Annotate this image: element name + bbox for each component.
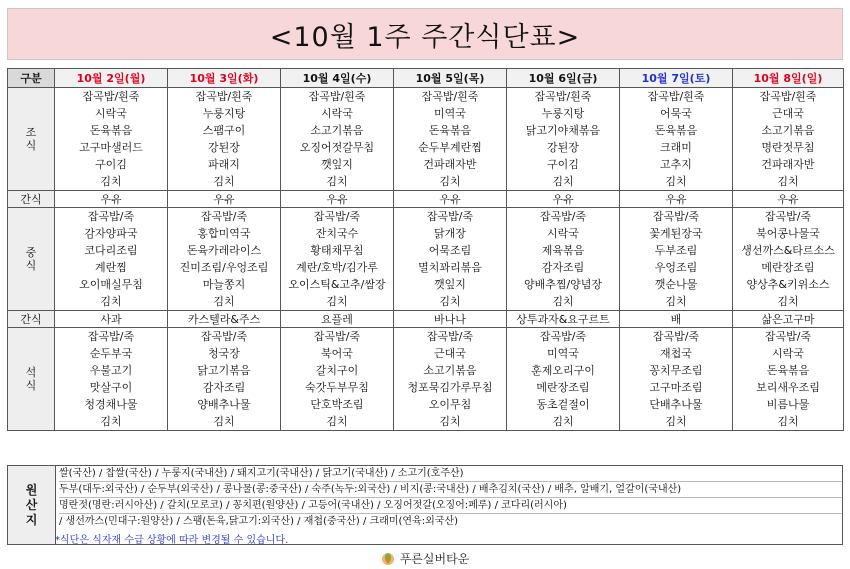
menu-item: 소고기볶음: [394, 362, 507, 379]
snack-item: 배: [620, 311, 733, 328]
menu-item: 청국장: [168, 345, 281, 362]
menu-item: 잡곡밥/흰죽: [620, 88, 733, 106]
menu-item: 김치: [733, 293, 844, 311]
menu-item: 훈제오리구이: [507, 362, 620, 379]
menu-item: 감자조림: [168, 379, 281, 396]
menu-item: 감자조림: [507, 259, 620, 276]
menu-item: 메란장조림: [733, 259, 844, 276]
snack-item: 우유: [733, 191, 844, 208]
origin-line: 명란젓(명란:러시아산) / 갈치(모로코) / 꽁치편(원양산) / 고등어(국내산) / 오징어젓갈(오징어:페루) / 코다리(러시아): [59, 498, 842, 514]
menu-item: 깻잎지: [281, 156, 394, 173]
menu-item: 김치: [507, 413, 620, 431]
menu-item: 단호박조림: [281, 396, 394, 413]
menu-item: 김치: [394, 293, 507, 311]
menu-item: 소고기볶음: [281, 122, 394, 139]
menu-item: 오이스틱&고추/쌈장: [281, 276, 394, 293]
snack-item: 바나나: [394, 311, 507, 328]
menu-item: 시락국: [55, 105, 168, 122]
menu-item: 잡곡밥/흰죽: [394, 88, 507, 106]
menu-item: 건파래자반: [733, 156, 844, 173]
menu-item: 고구마샐러드: [55, 139, 168, 156]
menu-item: 돈육카레라이스: [168, 242, 281, 259]
menu-item: 누룽지탕: [507, 105, 620, 122]
menu-item: 코다리조림: [55, 242, 168, 259]
snack-label: 간식: [8, 311, 55, 328]
header-day: 10월 6일(금): [507, 69, 620, 88]
menu-item: 잡곡밥/죽: [394, 208, 507, 226]
menu-item: 돈육볶음: [620, 122, 733, 139]
menu-item: 잡곡밥/흰죽: [281, 88, 394, 106]
menu-item: 강된장: [507, 139, 620, 156]
menu-item: 미역국: [507, 345, 620, 362]
menu-item: 미역국: [394, 105, 507, 122]
menu-item: 계란찜: [55, 259, 168, 276]
menu-item: 잡곡밥/흰죽: [168, 88, 281, 106]
menu-item: 김치: [281, 173, 394, 191]
menu-item: 김치: [733, 413, 844, 431]
menu-item: 닭고기볶음: [168, 362, 281, 379]
menu-item: 김치: [733, 173, 844, 191]
menu-item: 잡곡밥/죽: [733, 328, 844, 346]
menu-item: 잡곡밥/흰죽: [507, 88, 620, 106]
menu-item: 마늘쫑지: [168, 276, 281, 293]
menu-item: 단배추나물: [620, 396, 733, 413]
snack-item: 사과: [55, 311, 168, 328]
menu-item: 잡곡밥/죽: [507, 328, 620, 346]
menu-item: 건파래자반: [394, 156, 507, 173]
menu-item: 양상추&키위소스: [733, 276, 844, 293]
menu-item: 잡곡밥/죽: [55, 328, 168, 346]
page-title: <10월 1주 주간식단표>: [269, 21, 581, 53]
menu-item: 북어콩나물국: [733, 225, 844, 242]
notice-text: *식단은 식자재 수급 상황에 따라 변경될 수 있습니다.: [55, 535, 289, 546]
snack-item: 카스텔라&주스: [168, 311, 281, 328]
menu-item: 잡곡밥/죽: [168, 208, 281, 226]
menu-item: 잡곡밥/죽: [620, 208, 733, 226]
menu-item: 김치: [168, 293, 281, 311]
header-day: 10월 2일(월): [55, 69, 168, 88]
menu-item: 황태채무침: [281, 242, 394, 259]
header-day: 10월 3일(화): [168, 69, 281, 88]
menu-item: 오징어젓갈무침: [281, 139, 394, 156]
menu-item: 숙갓두부무침: [281, 379, 394, 396]
menu-item: 닭고기야채볶음: [507, 122, 620, 139]
menu-item: 김치: [55, 413, 168, 431]
menu-item: 김치: [55, 293, 168, 311]
menu-item: 비름나물: [733, 396, 844, 413]
title-bar: [7, 8, 843, 60]
brand-name: 푸른실버타운: [399, 551, 470, 566]
dinner-label: 석 식: [8, 328, 55, 431]
menu-item: 순두부계란찜: [394, 139, 507, 156]
menu-table: [7, 68, 844, 431]
menu-item: 김치: [394, 413, 507, 431]
origin-line: / 생선까스(민대구:원양산) / 스팸(돈육,닭고기:외국산) / 재첩(중국산) / 크래미(연육:외국산): [59, 516, 459, 527]
menu-item: 잡곡밥/죽: [733, 208, 844, 226]
menu-item: 감자양파국: [55, 225, 168, 242]
menu-item: 메란장조림: [507, 379, 620, 396]
snack-label: 간식: [8, 191, 55, 208]
menu-item: 청경채나물: [55, 396, 168, 413]
footer: [0, 549, 850, 567]
menu-item: 김치: [620, 173, 733, 191]
menu-item: 김치: [168, 413, 281, 431]
menu-item: 명란젓무침: [733, 139, 844, 156]
snack-item: 삶은고구마: [733, 311, 844, 328]
menu-item: 재첩국: [620, 345, 733, 362]
menu-item: 닭개장: [394, 225, 507, 242]
menu-item: 깻순나물: [620, 276, 733, 293]
menu-item: 양배추찜/양념장: [507, 276, 620, 293]
menu-item: 잡곡밥/죽: [394, 328, 507, 346]
menu-item: 오이무침: [394, 396, 507, 413]
menu-item: 잡곡밥/죽: [55, 208, 168, 226]
menu-item: 오이매실무침: [55, 276, 168, 293]
menu-item: 생선까스&타르소스: [733, 242, 844, 259]
menu-item: 김치: [620, 413, 733, 431]
menu-item: 어묵국: [620, 105, 733, 122]
menu-item: 우엉조림: [620, 259, 733, 276]
snack-item: 우유: [55, 191, 168, 208]
menu-item: 깻잎지: [394, 276, 507, 293]
menu-item: 김치: [168, 173, 281, 191]
menu-item: 크래미: [620, 139, 733, 156]
menu-item: 시락국: [733, 345, 844, 362]
menu-item: 스팸구이: [168, 122, 281, 139]
header-day: 10월 4일(수): [281, 69, 394, 88]
header-day: 10월 7일(토): [620, 69, 733, 88]
menu-item: 누룽지탕: [168, 105, 281, 122]
menu-item: 두부조림: [620, 242, 733, 259]
lunch-label: 중 식: [8, 208, 55, 311]
menu-item: 구이김: [55, 156, 168, 173]
menu-item: 돈육볶음: [733, 362, 844, 379]
header-gubun: 구분: [8, 69, 55, 88]
menu-item: 계란/호박/김가루: [281, 259, 394, 276]
menu-item: 근대국: [394, 345, 507, 362]
menu-item: 진미조림/우엉조림: [168, 259, 281, 276]
menu-item: 양배추나물: [168, 396, 281, 413]
menu-item: 김치: [281, 413, 394, 431]
menu-item: 김치: [55, 173, 168, 191]
menu-item: 돈육볶음: [394, 122, 507, 139]
menu-item: 맛살구이: [55, 379, 168, 396]
menu-item: 보리새우조림: [733, 379, 844, 396]
menu-item: 꽃게된장국: [620, 225, 733, 242]
snack-item: 상투과자&요구르트: [507, 311, 620, 328]
breakfast-label: 조 식: [8, 88, 55, 191]
menu-item: 어묵조림: [394, 242, 507, 259]
menu-item: 잡곡밥/죽: [168, 328, 281, 346]
snack-item: 우유: [620, 191, 733, 208]
menu-item: 잡곡밥/흰죽: [55, 88, 168, 106]
menu-item: 김치: [507, 293, 620, 311]
menu-item: 꽁치무조림: [620, 362, 733, 379]
menu-item: 동초겉절이: [507, 396, 620, 413]
menu-item: 순두부국: [55, 345, 168, 362]
menu-item: 잔치국수: [281, 225, 394, 242]
menu-item: 잡곡밥/흰죽: [733, 88, 844, 106]
menu-item: 고추지: [620, 156, 733, 173]
snack-item: 우유: [394, 191, 507, 208]
menu-item: 시락국: [281, 105, 394, 122]
origin-line: 두부(대두:외국산) / 순두부(외국산) / 콩나물(콩:중국산) / 숙주(녹두:외국산) / 비지(콩:국내산) / 배추김치(국산) / 배추, 알배기, 얼갈이(국내산): [59, 482, 842, 498]
menu-item: 잡곡밥/죽: [507, 208, 620, 226]
menu-item: 고구마조림: [620, 379, 733, 396]
menu-item: 제육볶음: [507, 242, 620, 259]
menu-item: 김치: [394, 173, 507, 191]
menu-item: 잡곡밥/죽: [281, 328, 394, 346]
origin-line: 쌀(국산) / 찹쌀(국산) / 누룽지(국내산) / 돼지고기(국내산) / 닭고기(국내산) / 소고기(호주산): [59, 466, 842, 482]
menu-item: 강된장: [168, 139, 281, 156]
menu-item: 우불고기: [55, 362, 168, 379]
menu-item: 소고기볶음: [733, 122, 844, 139]
menu-item: 파래지: [168, 156, 281, 173]
menu-item: 돈육볶음: [55, 122, 168, 139]
menu-item: 갈치구이: [281, 362, 394, 379]
origin-label: 원 산 지: [8, 466, 56, 544]
header-day: 10월 8일(일): [733, 69, 844, 88]
menu-item: 홍합미역국: [168, 225, 281, 242]
leaf-logo-icon: [381, 551, 395, 566]
menu-item: 김치: [507, 173, 620, 191]
menu-item: 잡곡밥/죽: [281, 208, 394, 226]
menu-item: 구이김: [507, 156, 620, 173]
menu-item: 근대국: [733, 105, 844, 122]
header-day: 10월 5일(목): [394, 69, 507, 88]
snack-item: 우유: [281, 191, 394, 208]
snack-item: 우유: [168, 191, 281, 208]
menu-item: 시락국: [507, 225, 620, 242]
snack-item: 요플레: [281, 311, 394, 328]
snack-item: 우유: [507, 191, 620, 208]
menu-item: 북어국: [281, 345, 394, 362]
menu-item: 김치: [281, 293, 394, 311]
menu-item: 김치: [620, 293, 733, 311]
menu-item: 청포묵김가루무침: [394, 379, 507, 396]
menu-item: 멸치꽈리볶음: [394, 259, 507, 276]
menu-item: 잡곡밥/죽: [620, 328, 733, 346]
